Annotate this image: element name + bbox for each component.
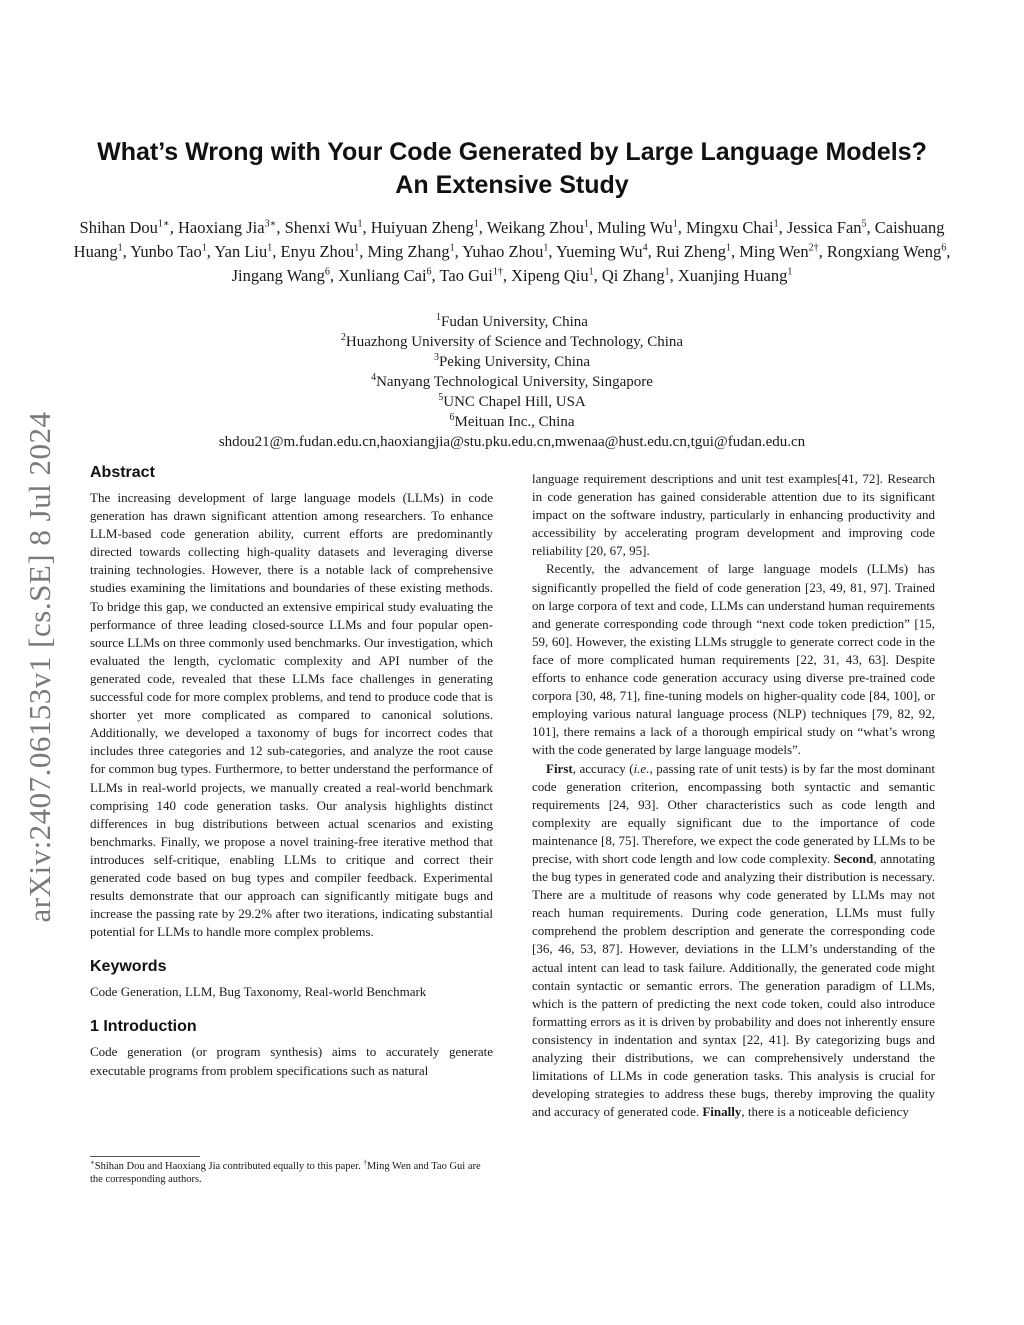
author: [232, 266, 330, 285]
footnote-marker-1: ∗: [90, 1158, 95, 1167]
author-name: Tao Gui: [439, 266, 493, 285]
keywords-text: Code Generation, LLM, Bug Taxonomy, Real-world Benchmark: [90, 984, 427, 1000]
author-name: Xunliang Cai: [338, 266, 427, 285]
author-affiliation-marker: 6: [941, 242, 947, 254]
author-name: Muling Wu: [597, 218, 673, 237]
author-affiliation-marker: 1: [354, 242, 360, 254]
author-affiliation-marker: 1: [588, 266, 594, 278]
affiliation-marker: 3: [433, 352, 439, 363]
author: [368, 242, 455, 261]
introduction-heading: 1 Introduction: [90, 1018, 197, 1036]
author-name: Mingxu Chai: [686, 218, 774, 237]
author: [556, 242, 648, 261]
author: [787, 218, 867, 237]
author: [130, 242, 206, 261]
author: [602, 266, 670, 285]
author-affiliation-marker: 1: [201, 242, 207, 254]
author-name: Haoxiang Jia: [177, 218, 265, 237]
author-name: Rongxiang Weng: [826, 242, 942, 261]
affiliation: [150, 312, 874, 332]
author-name: Xuanjing Huang: [677, 266, 788, 285]
arxiv-identifier-stamp: arXiv:2407.06153v1 [cs.SE] 8 Jul 2024: [22, 411, 57, 923]
affiliation-name: UNC Chapel Hill, USA: [443, 394, 586, 410]
footnote-text-1: Shihan Dou and Haoxiang Jia contributed equally to this paper.: [94, 1161, 364, 1172]
author-name: Yueming Wu: [556, 242, 643, 261]
author-name: Ming Zhang: [367, 242, 450, 261]
keywords-heading: Keywords: [90, 958, 167, 976]
affiliation-marker: 4: [371, 372, 377, 383]
footnote-text-2: Ming Wen and Tao Gui are the corresponding authors.: [90, 1161, 481, 1185]
author: [827, 242, 946, 261]
left-column: [90, 463, 493, 1080]
author-affiliation-marker: 3∗: [264, 218, 277, 230]
right-column: [532, 470, 935, 1121]
author-affiliation-marker: 1: [664, 266, 670, 278]
author: [281, 242, 360, 261]
affiliation-name: Fudan University, China: [441, 314, 588, 330]
author-affiliation-marker: 6: [324, 266, 330, 278]
author: [214, 242, 272, 261]
author-affiliation-marker: 6: [426, 266, 432, 278]
footnote-rule: [90, 1156, 200, 1157]
emphasis-first: First: [546, 760, 573, 776]
intro-paragraph-3: First, accuracy (i.e., passing rate of unit tests) is by far the most dominant code generation criterion, encompassing both syntactic and semantic requirements [24, 93]. Other characteristics such as code length and complexity are equally significant due to the importance of code maintenance [8, 75]. Therefore, we expect the code generated by LLMs to be precise, with short code length and low code complexity. Second, annotating the bug types in generated code and analyzing their distribution is necessary. There are a multitude of reasons why code generated by LLMs may not reach human requirements. During code generation, LLMs must fully comprehend the problem description and generate the corresponding code [36, 46, 53, 87]. However, deviations in the LLM’s understanding of the actual intent can lead to task failure. Additionally, the generated code might contain syntactic or semantic errors. The generation paradigm of LLMs, which is the pattern of predicting the next code token, could also introduce formatting errors as it is driven by probability and does not inherently ensure consistency in indentation and syntax [22, 41]. By categorizing bugs and analyzing their distributions, we can comprehensively understand the limitations of LLMs in code generation tasks. This analysis is crucial for developing strategies to address these bugs, thereby improving the quality and accuracy of generated code. Finally, there is a noticeable deficiency: [532, 760, 935, 1120]
author-name: Rui Zheng: [655, 242, 726, 261]
author-name: Shihan Dou: [79, 218, 158, 237]
affiliation-marker: 5: [438, 392, 444, 403]
author: [678, 266, 793, 285]
affiliation-name: Meituan Inc., China: [454, 414, 575, 430]
emphasis-ie: i.e.,: [633, 760, 653, 776]
affiliation: [150, 332, 874, 352]
author: [178, 218, 276, 237]
emphasis-second: Second: [833, 850, 874, 866]
author-affiliation-marker: 1: [449, 242, 455, 254]
author: [80, 218, 170, 237]
author-affiliation-marker: 1∗: [157, 218, 170, 230]
author-name: Xipeng Qiu: [511, 266, 589, 285]
affiliation-marker: 1: [436, 312, 442, 323]
author: [439, 266, 502, 285]
author-affiliation-marker: 1: [773, 218, 779, 230]
author-affiliation-marker: 1†: [492, 266, 503, 278]
author: [487, 218, 589, 237]
author: [338, 266, 431, 285]
author-affiliation-marker: 5: [861, 218, 867, 230]
author-list: Shihan Dou$^{1∗}$, Haoxiang Jia$^{3∗}$, Shenxi Wu$^1$, Huiyuan Zheng$^1$, Weikang Zhou$^1$, Muling Wu$^1$, Mingxu Chai$^1$, Jessica Fan$^5$, Caishuang Huang$^1$, Yunbo Tao$^1$, Yan Liu$^1$, Enyu Zhou$^1$, Ming Zhang$^1$, Yuhao Zhou$^1$, Yueming Wu$^4$, Rui Zheng$^1$, Ming Wen$^{2\dagger}$, Rongxiang Weng$^6$, Jingang Wang$^6$, Xunliang Cai$^6$, Tao Gui$^{1\dagger}$, Xipeng Qiu$^1$, Qi Zhang$^1$, Xuanjing Huang$^1$: [73, 218, 951, 285]
author-name: Qi Zhang: [601, 266, 665, 285]
author-name: Jessica Fan: [786, 218, 862, 237]
author-affiliation-marker: 1: [583, 218, 589, 230]
affiliation: [150, 412, 874, 432]
author: [462, 242, 548, 261]
author-name: Yunbo Tao: [130, 242, 202, 261]
author-affiliation-marker: 1: [725, 242, 731, 254]
intro-paragraph-1-start: Code generation (or program synthesis) aims to accurately generate executable programs from problem specifications such as natural: [90, 1044, 493, 1078]
author-emails: shdou21@m.fudan.edu.cn,haoxiangjia@stu.pku.edu.cn,mwenaa@hust.edu.cn,tgui@fudan.edu.cn: [218, 434, 806, 450]
affiliation-marker: 2: [340, 332, 346, 343]
affiliation-name: Peking University, China: [438, 354, 591, 370]
author: [511, 266, 593, 285]
intro-paragraph-2: Recently, the advancement of large language models (LLMs) has significantly propelled the field of code generation [23, 49, 81, 97]. Trained on large corpora of text and code, LLMs can understand human requirements and generate corresponding code through “next code token prediction” [15, 59, 60]. However, the existing LLMs struggle to generate correct code in the face of more complicated human requirements [22, 31, 43, 63]. Despite efforts to enhance code generation accuracy using diverse pre-trained code corpora [30, 48, 71], fine-tuning models on higher-quality code [84, 100], or employing various natural language process (NLP) techniques [79, 82, 92, 101], there remains a lack of a thorough empirical study on “what’s wrong with the code generated by large language models”.: [532, 561, 935, 758]
affiliation-name: Huazhong University of Science and Technology, China: [345, 334, 684, 350]
affiliation-list: [150, 312, 874, 432]
author-name: Weikang Zhou: [486, 218, 584, 237]
paper-title: What’s Wrong with Your Code Generated by Large Language Models? An Extensive Study: [97, 138, 927, 199]
author: [739, 242, 818, 261]
footnote-marker-2: †: [363, 1158, 367, 1167]
author-name: Caishuang Huang: [73, 218, 945, 261]
affiliation-name: Nanyang Technological University, Singapore: [376, 374, 653, 390]
author-affiliation-marker: 4: [642, 242, 648, 254]
author-name: Shenxi Wu: [284, 218, 358, 237]
author-name: Enyu Zhou: [280, 242, 355, 261]
author-affiliation-marker: 1: [473, 218, 479, 230]
author-affiliation-marker: 1: [672, 218, 678, 230]
affiliation-marker: 6: [449, 412, 455, 423]
author-affiliation-marker: 1: [543, 242, 549, 254]
affiliation: [150, 392, 874, 412]
author-name: Yan Liu: [214, 242, 268, 261]
author-affiliation-marker: 2†: [808, 242, 819, 254]
footnote: [90, 1160, 493, 1186]
author: [371, 218, 479, 237]
author-name: Jingang Wang: [231, 266, 325, 285]
author: [597, 218, 678, 237]
author-affiliation-marker: 1: [357, 218, 363, 230]
author-name: Yuhao Zhou: [462, 242, 544, 261]
author: [656, 242, 731, 261]
author-name: Ming Wen: [739, 242, 809, 261]
author-affiliation-marker: 1: [267, 242, 273, 254]
affiliation: [150, 372, 874, 392]
author-affiliation-marker: 1: [787, 266, 793, 278]
abstract-heading: Abstract: [90, 464, 155, 481]
author: [686, 218, 779, 237]
emphasis-finally: Finally: [702, 1104, 742, 1120]
author-name: Huiyuan Zheng: [370, 218, 474, 237]
intro-paragraph-1-end: language requirement descriptions and unit test examples[41, 72]. Research in code generation has gained considerable attention due to its significant impact on the software industry, particularly in enhancing productivity and accessibility by accelerating program development and improving code reliability [20, 67, 95].: [532, 471, 935, 559]
affiliation: [150, 352, 874, 372]
abstract-text: The increasing development of large language models (LLMs) in code generation has drawn significant attention among researchers. To enhance LLM-based code generation ability, current efforts are predominantly directed towards collecting high-quality datasets and leveraging diverse training technologies. However, there is a notable lack of comprehensive studies examining the limitations and boundaries of these existing methods. To bridge this gap, we conducted an extensive empirical study evaluating the performance of three leading closed-source LLMs and four popular open-source LLMs on three commonly used benchmarks. Our investigation, which evaluated the length, cyclomatic complexity and API number of the generated code, revealed that these LLMs face challenges in generating successful code for more complex problems, and tend to produce code that is shorter yet more complicated as compared to canonical solutions. Additionally, we developed a taxonomy of bugs for incorrect codes that includes three categories and 12 sub-categories, and analyze the root cause for common bug types. Furthermore, to better understand the performance of LLMs in real-world projects, we manually created a real-world benchmark comprising 140 code generation tasks. Our analysis highlights distinct differences in bug distributions between actual scenarios and existing benchmarks. Finally, we propose a novel training-free iterative method that introduces self-critique, enabling LLMs to critique and correct their generated code based on bug types and compiler feedback. Experimental results demonstrate that our approach can significantly mitigate bugs and increase the passing rate by 29.2% after two iterations, indicating substantial potential for LLMs to handle more complex problems.: [90, 490, 493, 940]
author-affiliation-marker: 1: [117, 242, 123, 254]
author: [285, 218, 363, 237]
